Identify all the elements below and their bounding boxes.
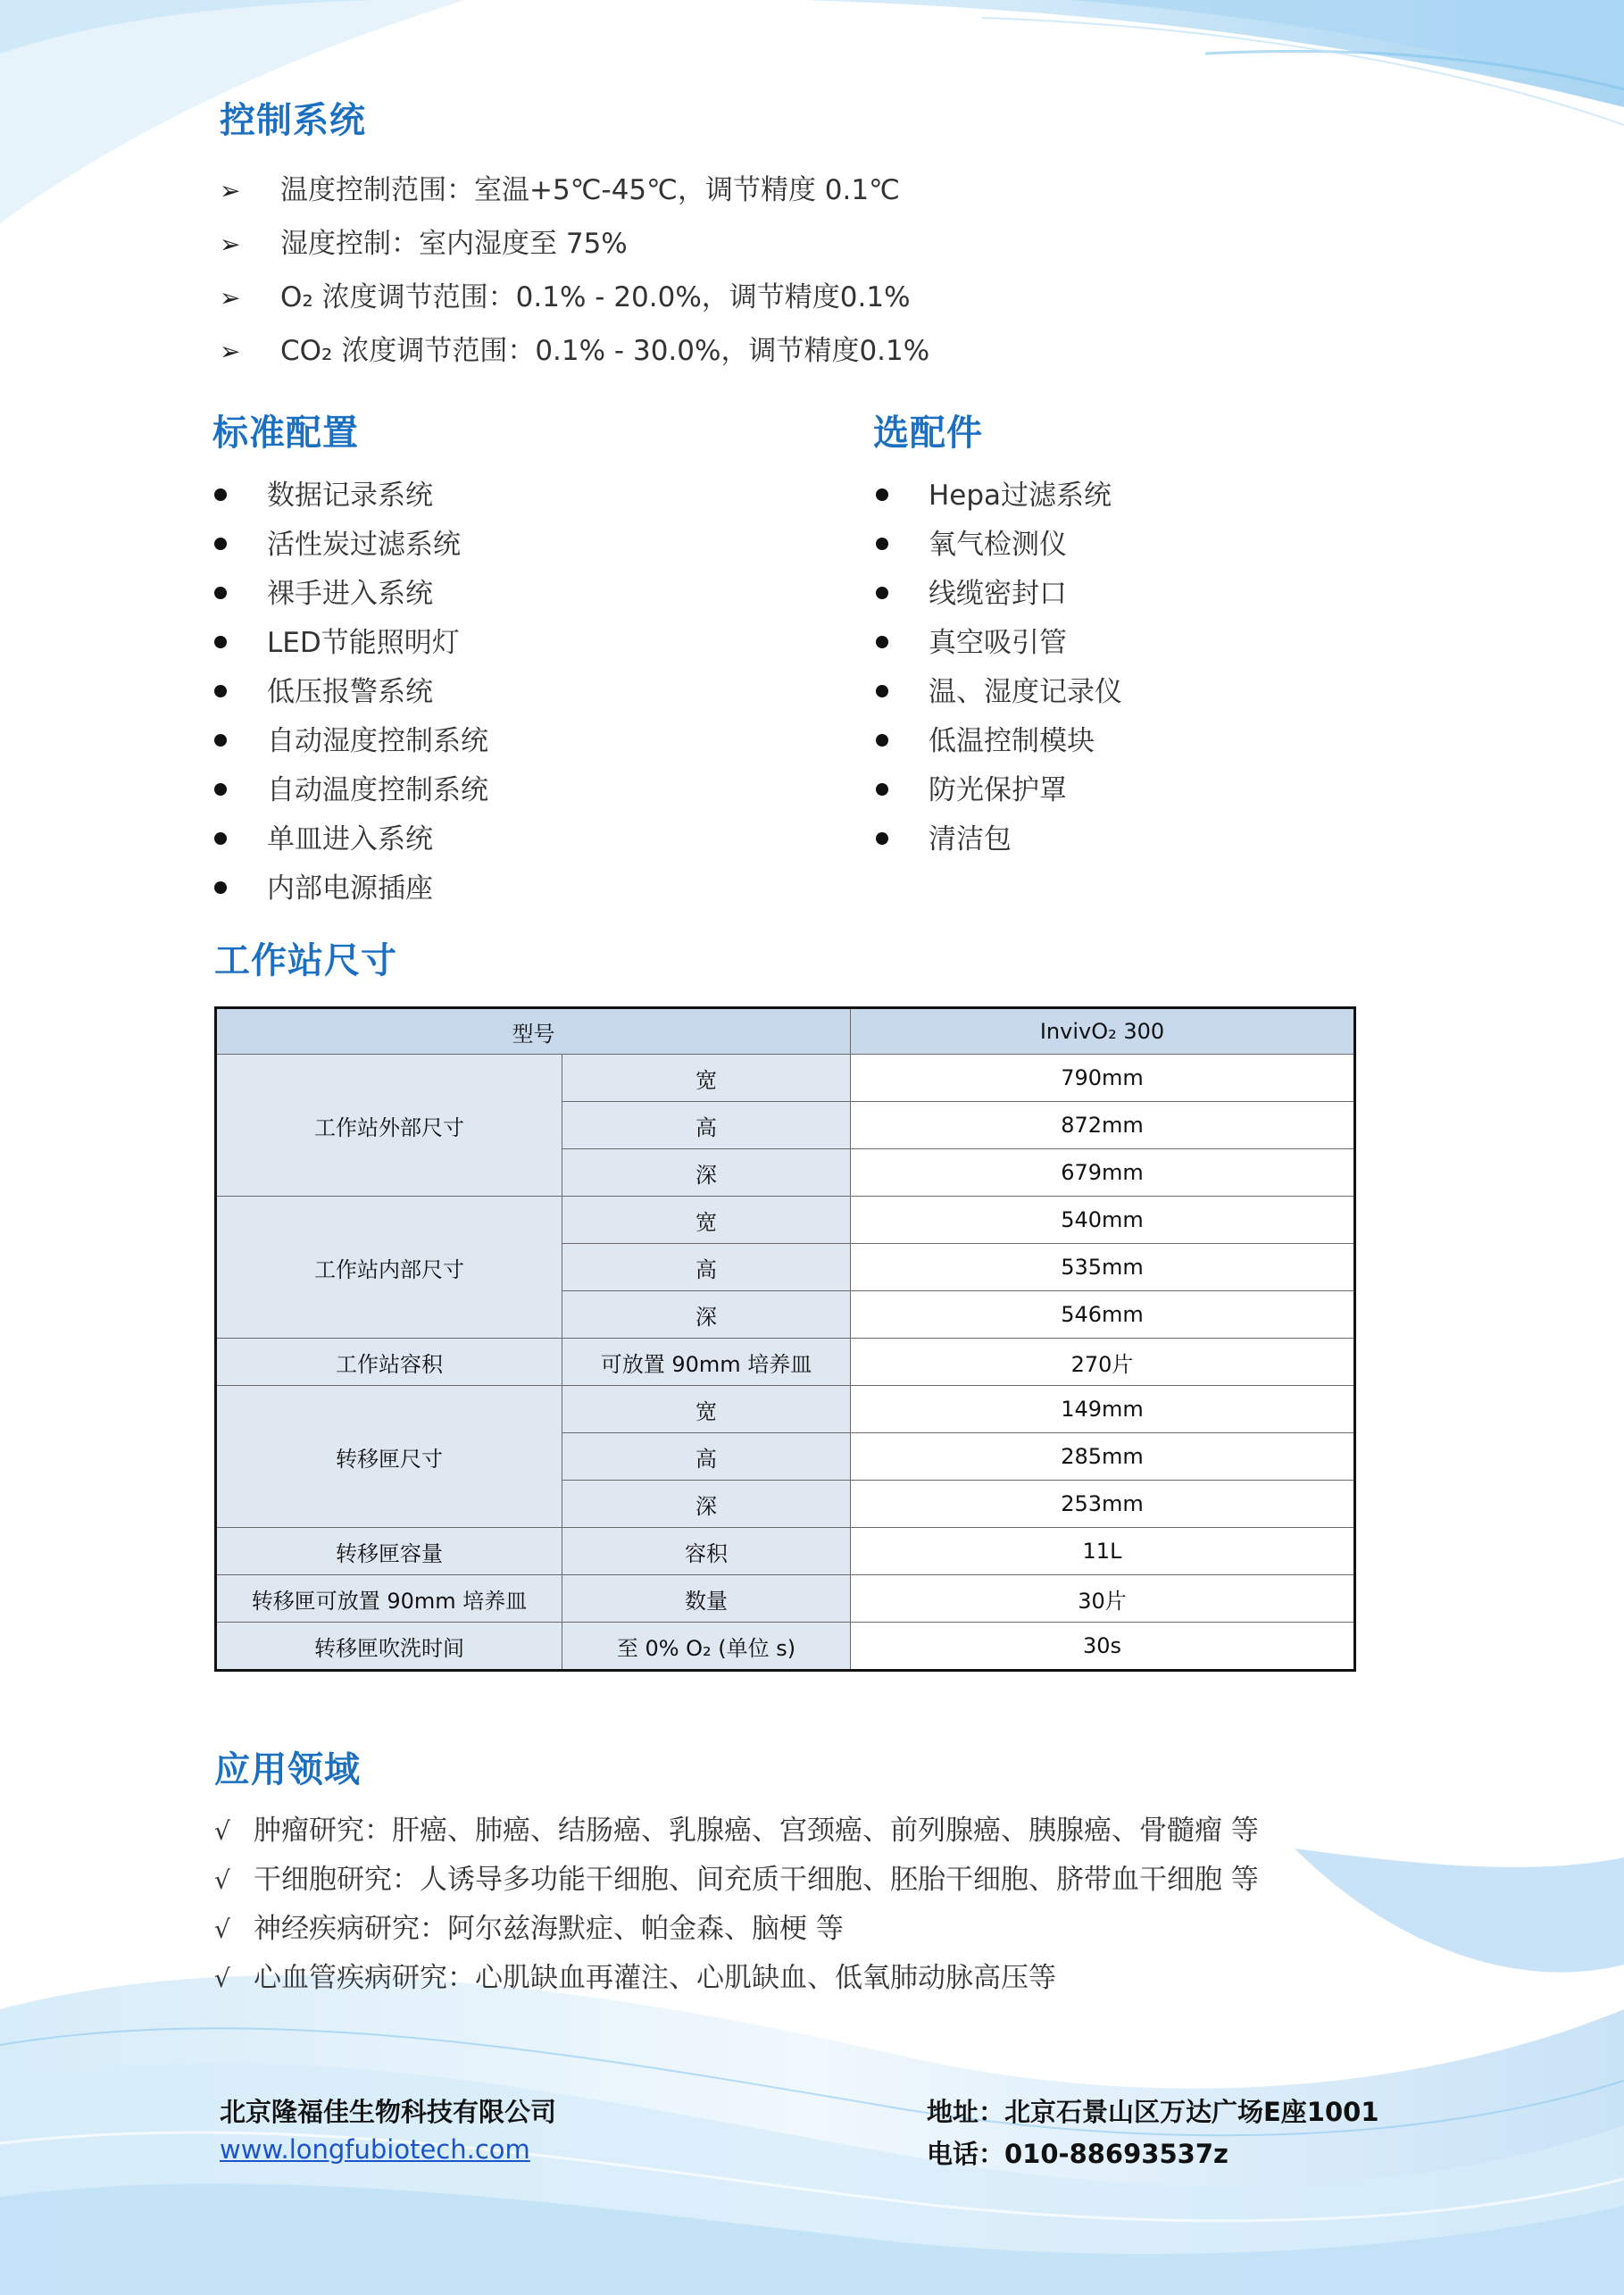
bullet-dot-icon [876,783,888,796]
optional-item-label: Hepa过滤系统 [929,480,1112,512]
model-label: 型号 [216,1008,851,1055]
sub-label: 深 [562,1291,851,1339]
cell-value: 546mm [851,1291,1355,1339]
optional-item-label: 真空吸引管 [929,627,1067,659]
standard-item [214,718,488,758]
sub-label: 宽 [562,1055,851,1102]
table-header-row [216,1008,1355,1055]
bullet-dot-icon [214,685,227,697]
table-row [216,1575,1355,1623]
company-name: 北京隆福佳生物科技有限公司 [220,2097,557,2127]
cell-value: 540mm [851,1197,1355,1244]
sub-label: 高 [562,1244,851,1291]
standard-item-label: 自动温度控制系统 [267,774,488,806]
standard-item-label: 内部电源插座 [267,872,433,905]
standard-item-label: 活性炭过滤系统 [267,529,461,561]
sub-label: 至 0% O₂ (单位 s) [562,1623,851,1671]
sub-label: 宽 [562,1386,851,1433]
applications-heading: 应用领域 [214,1749,361,1790]
cell-value: 30s [851,1623,1355,1671]
dimensions-table [214,1006,1356,1672]
bullet-dot-icon [214,538,227,550]
optional-item-label: 温、湿度记录仪 [929,676,1122,708]
optional-item-label: 清洁包 [929,823,1012,855]
arrow-bullet-icon: ➢ [220,337,241,366]
check-mark-icon: √ [214,1865,230,1895]
check-mark-icon: √ [214,1816,230,1846]
arrow-bullet-icon: ➢ [220,230,241,259]
optional-item-label: 低温控制模块 [929,725,1095,757]
sub-label: 深 [562,1481,851,1528]
optional-item-label: 氧气检测仪 [929,529,1067,561]
sub-label: 宽 [562,1197,851,1244]
sub-label: 深 [562,1149,851,1197]
control-item-text: O₂ 浓度调节范围：0.1% - 20.0%，调节精度0.1% [280,281,911,313]
standard-item-label: LED节能照明灯 [267,627,460,659]
sub-label: 可放置 90mm 培养皿 [562,1339,851,1386]
control-item [220,221,628,261]
standard-item-label: 自动湿度控制系统 [267,725,488,757]
standard-item-label: 低压报警系统 [267,676,433,708]
bullet-dot-icon [214,734,227,747]
application-text: 神经疾病研究：阿尔兹海默症、帕金森、脑梗 等 [254,1913,844,1945]
application-item [214,1955,1056,1995]
standard-item-label: 数据记录系统 [267,480,433,512]
optional-item [876,767,1067,807]
application-item [214,1857,1259,1897]
bullet-dot-icon [876,538,888,550]
table-row [216,1339,1355,1386]
standard-item-label: 裸手进入系统 [267,578,433,610]
optional-item [876,522,1067,562]
sub-label: 容积 [562,1528,851,1575]
control-item [220,328,929,368]
bullet-dot-icon [876,734,888,747]
table-row [216,1197,1355,1244]
application-text: 肿瘤研究：肝癌、肺癌、结肠癌、乳腺癌、宫颈癌、前列腺癌、胰腺癌、骨髓瘤 等 [254,1815,1259,1847]
group-label: 工作站容积 [216,1339,562,1386]
cell-value: 30片 [851,1575,1355,1623]
bullet-dot-icon [876,636,888,648]
cell-value: 535mm [851,1244,1355,1291]
cell-value: 11L [851,1528,1355,1575]
optional-item [876,620,1067,660]
standard-item [214,669,433,709]
website-link[interactable]: www.longfubiotech.com [220,2134,530,2165]
standard-item [214,767,488,807]
control-item-text: 温度控制范围：室温+5℃-45℃，调节精度 0.1℃ [280,174,900,206]
optional-item [876,816,1012,856]
arrow-bullet-icon: ➢ [220,176,241,205]
table-row [216,1528,1355,1575]
table-row [216,1623,1355,1671]
application-text: 干细胞研究：人诱导多功能干细胞、间充质干细胞、胚胎干细胞、脐带血干细胞 等 [254,1864,1259,1896]
cell-value: 679mm [851,1149,1355,1197]
standard-config-heading: 标准配置 [212,413,359,454]
check-mark-icon: √ [214,1964,230,1993]
control-item [220,167,900,207]
standard-item [214,571,433,611]
bullet-dot-icon [214,783,227,796]
control-item [220,274,911,314]
dimensions-heading: 工作站尺寸 [214,940,397,981]
bullet-dot-icon [876,488,888,501]
cell-value: 790mm [851,1055,1355,1102]
control-system-heading: 控制系统 [220,100,366,141]
optional-item-label: 防光保护罩 [929,774,1067,806]
cell-value: 253mm [851,1481,1355,1528]
optional-item [876,571,1067,611]
standard-item [214,620,460,660]
optional-item [876,669,1122,709]
standard-item [214,522,461,562]
group-label: 转移匣吹洗时间 [216,1623,562,1671]
group-label: 转移匣可放置 90mm 培养皿 [216,1575,562,1623]
arrow-bullet-icon: ➢ [220,283,241,313]
optional-item [876,472,1112,513]
application-text: 心血管疾病研究：心肌缺血再灌注、心肌缺血、低氧肺动脉高压等 [254,1962,1056,1994]
group-label: 工作站内部尺寸 [216,1197,562,1339]
bullet-dot-icon [876,685,888,697]
group-label: 转移匣容量 [216,1528,562,1575]
standard-item-label: 单皿进入系统 [267,823,433,855]
cell-value: 872mm [851,1102,1355,1149]
application-item [214,1906,844,1946]
check-mark-icon: √ [214,1915,230,1944]
bullet-dot-icon [214,636,227,648]
model-value: InvivO₂ 300 [851,1008,1355,1055]
optional-accessories-heading: 选配件 [873,413,983,454]
cell-value: 149mm [851,1386,1355,1433]
optional-item-label: 线缆密封口 [929,578,1067,610]
cell-value: 270片 [851,1339,1355,1386]
standard-item [214,816,433,856]
table-row [216,1386,1355,1433]
control-item-text: 湿度控制：室内湿度至 75% [280,228,628,260]
group-label: 工作站外部尺寸 [216,1055,562,1197]
bullet-dot-icon [214,587,227,599]
cell-value: 285mm [851,1433,1355,1481]
group-label: 转移匣尺寸 [216,1386,562,1528]
standard-item [214,865,433,905]
sub-label: 高 [562,1433,851,1481]
bullet-dot-icon [214,488,227,501]
sub-label: 高 [562,1102,851,1149]
bullet-dot-icon [876,832,888,845]
optional-item [876,718,1095,758]
control-item-text: CO₂ 浓度调节范围：0.1% - 30.0%，调节精度0.1% [280,335,930,367]
application-item [214,1807,1259,1848]
bullet-dot-icon [214,881,227,894]
sub-label: 数量 [562,1575,851,1623]
bullet-dot-icon [876,587,888,599]
table-row [216,1055,1355,1102]
standard-item [214,472,433,513]
company-phone: 电话：010-88693537z [927,2139,1228,2169]
bullet-dot-icon [214,832,227,845]
company-address: 地址：北京石景山区万达广场E座1001 [927,2097,1379,2127]
